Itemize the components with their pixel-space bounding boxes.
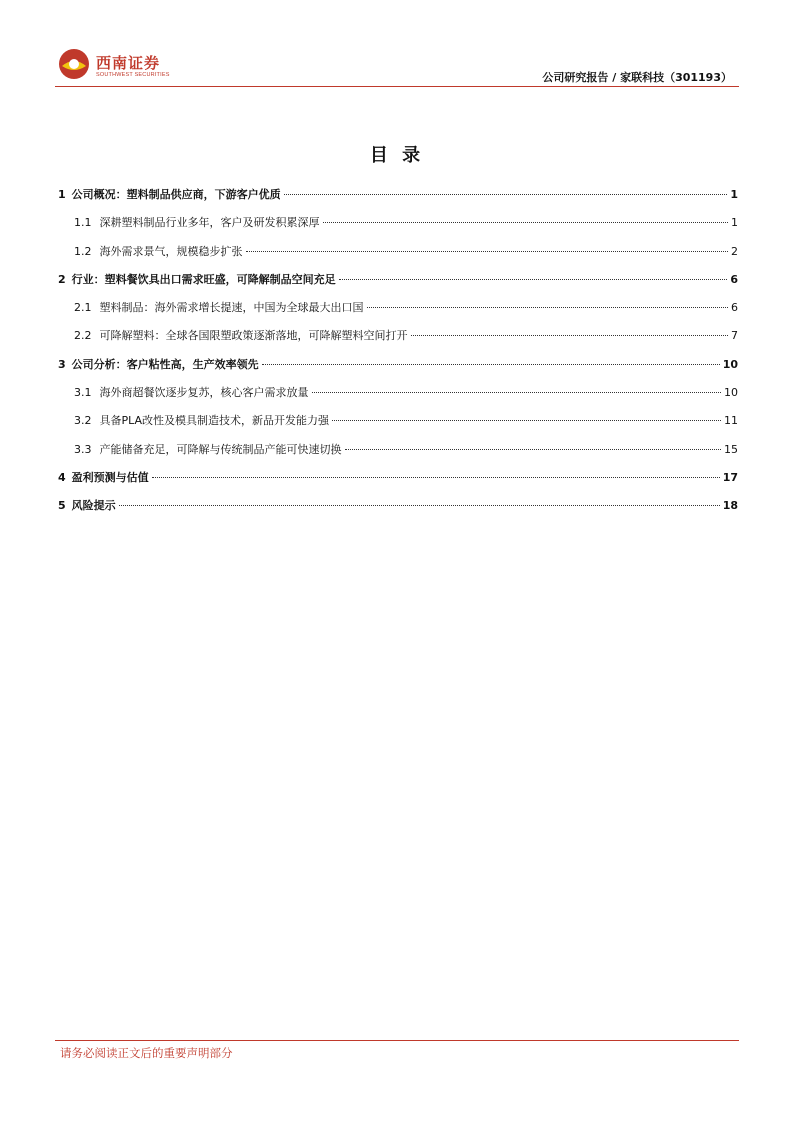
toc-entry-page: 6 bbox=[731, 301, 738, 315]
toc-entry-number: 3.1 bbox=[74, 386, 92, 400]
toc-entry-number: 3.2 bbox=[74, 414, 92, 428]
toc-entry[interactable] bbox=[58, 299, 738, 327]
toc-entry[interactable] bbox=[58, 243, 738, 271]
toc-entry-number: 1.2 bbox=[74, 244, 92, 258]
toc-entry-title: 海外商超餐饮逐步复苏，核心客户需求放量 bbox=[99, 386, 309, 400]
toc-entry[interactable] bbox=[58, 497, 738, 525]
toc-leader-dots bbox=[312, 392, 722, 393]
toc-entry-page: 18 bbox=[722, 499, 738, 513]
toc-leader-dots bbox=[332, 420, 721, 421]
toc-entry-number: 1 bbox=[58, 188, 66, 201]
toc-entry-title: 塑料制品：海外需求增长提速，中国为全球最大出口国 bbox=[99, 301, 364, 315]
toc-entry-page: 2 bbox=[731, 244, 738, 258]
toc-entry-page: 7 bbox=[731, 329, 738, 343]
toc-entry-number: 3.3 bbox=[74, 442, 92, 456]
toc-entry-page: 10 bbox=[724, 386, 738, 400]
toc-entry-number: 4 bbox=[58, 470, 66, 484]
toc-entry[interactable] bbox=[58, 384, 738, 412]
toc-entry-page: 11 bbox=[724, 414, 738, 428]
toc-entry[interactable] bbox=[58, 469, 738, 497]
toc-entry-page: 17 bbox=[722, 470, 738, 484]
toc-leader-dots bbox=[119, 505, 720, 506]
toc-entry-title: 深耕塑料制品行业多年，客户及研发积累深厚 bbox=[99, 216, 320, 230]
toc-leader-dots bbox=[262, 364, 720, 365]
toc-entry-title: 具备PLA改性及模具制造技术，新品开发能力强 bbox=[99, 414, 330, 428]
footer-disclaimer: 请务必阅读正文后的重要声明部分 bbox=[60, 1046, 233, 1060]
company-logo bbox=[58, 48, 178, 84]
toc-entry-title: 海外需求景气，规模稳步扩张 bbox=[99, 244, 243, 258]
toc-entry-number: 2 bbox=[58, 272, 66, 286]
toc-title: 目 录 bbox=[369, 145, 425, 166]
toc-entry-title: 公司概况：塑料制品供应商，下游客户优质 bbox=[71, 188, 281, 201]
toc-entry-title: 盈利预测与估值 bbox=[71, 470, 149, 484]
toc-entry-number: 5 bbox=[58, 499, 66, 513]
toc-entry-page: 1 bbox=[730, 188, 738, 201]
toc-entry-title: 产能储备充足，可降解与传统制品产能可快速切换 bbox=[99, 442, 342, 456]
toc-leader-dots bbox=[367, 307, 729, 308]
toc-leader-dots bbox=[284, 194, 728, 195]
toc-entry-title: 风险提示 bbox=[71, 499, 116, 513]
table-of-contents bbox=[58, 186, 738, 526]
footer-divider bbox=[55, 1040, 739, 1041]
toc-leader-dots bbox=[411, 335, 729, 336]
logo-english-name: SOUTHWEST SECURITIES bbox=[96, 72, 170, 78]
toc-leader-dots bbox=[152, 477, 720, 478]
toc-entry-number: 3 bbox=[58, 357, 66, 371]
toc-entry[interactable] bbox=[58, 214, 738, 242]
toc-entry-title: 行业：塑料餐饮具出口需求旺盛，可降解制品空间充足 bbox=[71, 272, 336, 286]
toc-entry[interactable] bbox=[58, 412, 738, 440]
toc-leader-dots bbox=[345, 449, 722, 450]
toc-entry-title: 可降解塑料：全球各国限塑政策逐渐落地，可降解塑料空间打开 bbox=[99, 329, 408, 343]
toc-entry-page: 1 bbox=[731, 216, 738, 230]
toc-entry-page: 10 bbox=[722, 357, 738, 371]
logo-emblem-icon bbox=[58, 48, 90, 80]
toc-leader-dots bbox=[323, 222, 729, 223]
toc-entry[interactable] bbox=[58, 271, 738, 299]
toc-entry-number: 2.2 bbox=[74, 329, 92, 343]
toc-entry-number: 1.1 bbox=[74, 216, 92, 230]
toc-entry-title: 公司分析：客户粘性高，生产效率领先 bbox=[71, 357, 259, 371]
toc-entry[interactable] bbox=[58, 356, 738, 384]
toc-leader-dots bbox=[339, 279, 728, 280]
toc-entry-page: 15 bbox=[724, 442, 738, 456]
toc-entry-number: 2.1 bbox=[74, 301, 92, 315]
toc-leader-dots bbox=[246, 251, 729, 252]
report-header-label: 公司研究报告 / 家联科技（301193） bbox=[542, 71, 732, 84]
header-divider bbox=[55, 86, 739, 87]
toc-entry[interactable] bbox=[58, 441, 738, 469]
toc-entry[interactable] bbox=[58, 186, 738, 214]
logo-chinese-name: 西南证券 bbox=[96, 54, 161, 72]
toc-entry-page: 6 bbox=[730, 272, 738, 286]
toc-entry[interactable] bbox=[58, 327, 738, 355]
